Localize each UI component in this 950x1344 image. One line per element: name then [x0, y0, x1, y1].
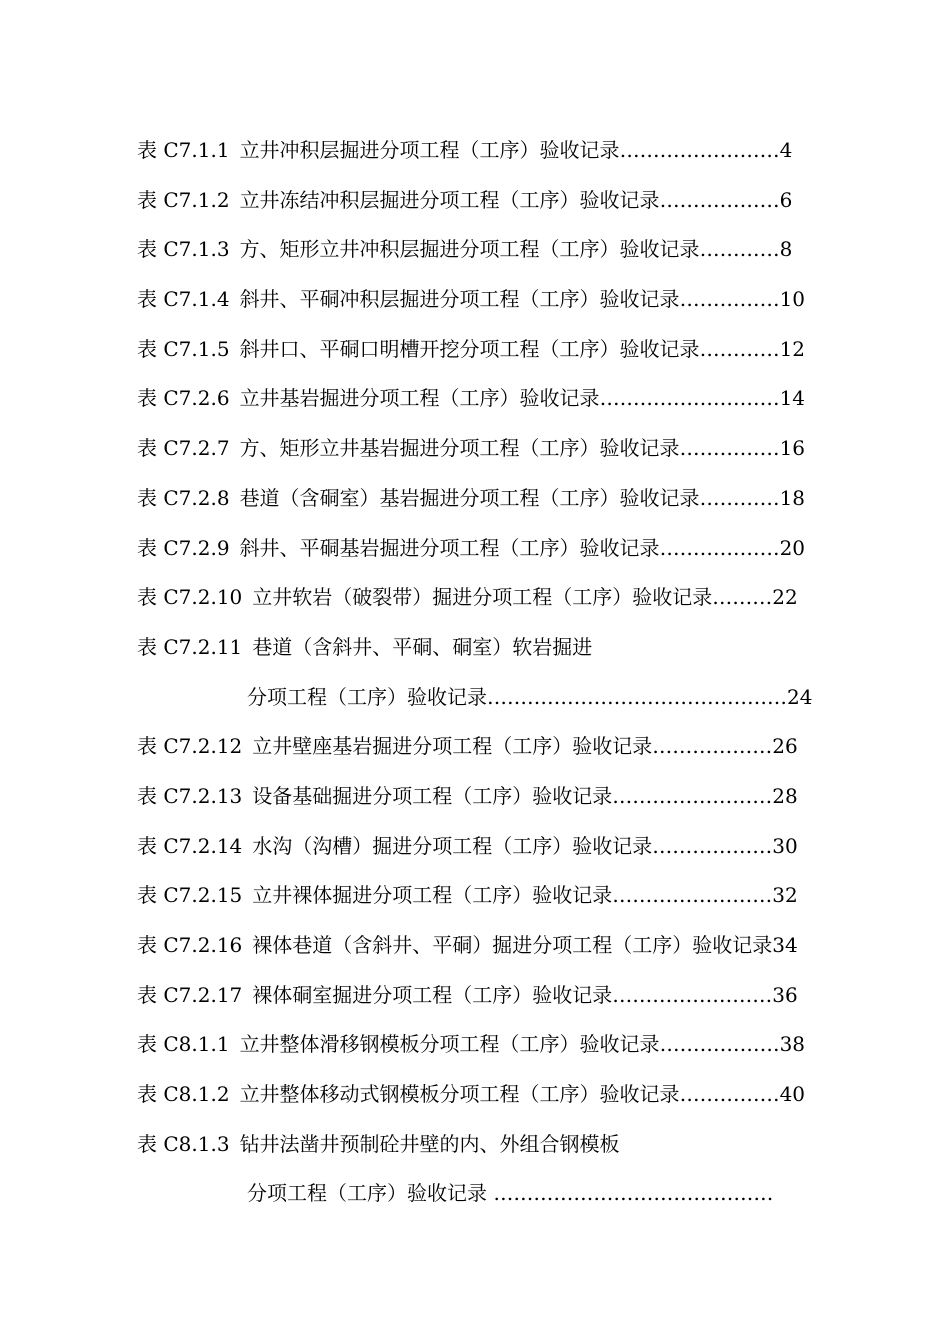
entry-title: 方、矩形立井冲积层掘进分项工程（工序）验收记录	[239, 237, 700, 262]
toc-entry[interactable]	[137, 871, 862, 921]
entry-title: 裸体巷道（含斜井、平硐）掘进分项工程（工序）验收记录	[252, 933, 773, 957]
entry-title: 立井整体滑移钢模板分项工程（工序）验收记录	[239, 1032, 660, 1057]
entry-title: 分项工程（工序）验收记录	[247, 684, 487, 709]
entry-title: 立井冲积层掘进分项工程（工序）验收记录	[239, 138, 620, 162]
toc-entry-continuation[interactable]	[137, 673, 862, 723]
dot-leader: ………………	[659, 187, 780, 212]
toc-entry[interactable]	[137, 524, 862, 574]
toc-entry[interactable]	[137, 1070, 862, 1120]
entry-title: 立井壁座基岩掘进分项工程（工序）验收记录	[252, 734, 653, 759]
entry-code: 表 C7.1.5	[137, 336, 230, 361]
entry-code: 表 C7.1.1	[137, 138, 230, 162]
dot-leader: …………	[699, 485, 780, 510]
entry-title: 设备基础掘进分项工程（工序）验收记录	[252, 783, 613, 808]
page-number: 8	[779, 237, 793, 262]
dot-leader: …………	[699, 336, 780, 361]
entry-title: 斜井口、平硐口明槽开挖分项工程（工序）验收记录	[239, 336, 700, 361]
entry-code: 表 C7.2.14	[137, 833, 243, 858]
dot-leader: ………………	[652, 734, 773, 759]
entry-title: 水沟（沟槽）掘进分项工程（工序）验收记录	[252, 833, 653, 858]
dot-leader: ……………………	[612, 982, 773, 1007]
toc-entry[interactable]	[137, 573, 862, 623]
toc-entry[interactable]	[137, 623, 862, 673]
entry-code: 表 C7.2.11	[137, 634, 243, 659]
page-number: 26	[772, 734, 798, 759]
dot-leader: ……………………	[612, 783, 773, 808]
entry-code: 表 C7.2.13	[137, 783, 243, 808]
entry-title: 立井冻结冲积层掘进分项工程（工序）验收记录	[239, 187, 660, 212]
toc-entry[interactable]	[137, 225, 862, 275]
toc-entry[interactable]	[137, 374, 862, 424]
dot-leader: ………………………………………	[487, 684, 787, 709]
page-number: 28	[772, 783, 798, 808]
entry-title: 立井裸体掘进分项工程（工序）验收记录	[252, 883, 613, 908]
dot-leader: …………	[699, 237, 780, 262]
entry-title: 立井基岩掘进分项工程（工序）验收记录	[239, 386, 600, 411]
toc-entry[interactable]	[137, 325, 862, 375]
page-number: 6	[779, 187, 793, 212]
entry-title: 立井软岩（破裂带）掘进分项工程（工序）验收记录	[252, 585, 713, 610]
dot-leader: ……………	[679, 436, 780, 461]
page-number: 22	[772, 585, 798, 610]
entry-title: 裸体硐室掘进分项工程（工序）验收记录	[252, 982, 613, 1007]
toc-entry[interactable]	[137, 921, 862, 971]
entry-title: 分项工程（工序）验收记录	[247, 1181, 487, 1206]
toc-entry[interactable]	[137, 772, 862, 822]
dot-leader: ……………………	[619, 138, 780, 162]
entry-title: 立井整体移动式钢模板分项工程（工序）验收记录	[239, 1082, 680, 1107]
toc-entry[interactable]	[137, 971, 862, 1021]
toc-entry[interactable]	[137, 275, 862, 325]
dot-leader: ………………	[652, 833, 773, 858]
dot-leader: ………………	[659, 1032, 780, 1057]
page-number: 32	[772, 883, 798, 908]
entry-code: 表 C8.1.1	[137, 1032, 230, 1057]
page-number: 20	[779, 535, 806, 560]
page-number: 36	[772, 982, 798, 1007]
table-of-contents	[137, 126, 862, 1219]
page-number: 34	[772, 933, 798, 957]
page-number: 40	[779, 1082, 806, 1107]
page-number: 16	[779, 436, 806, 461]
entry-code: 表 C8.1.2	[137, 1082, 230, 1107]
toc-entry[interactable]	[137, 822, 862, 872]
toc-entry[interactable]	[137, 474, 862, 524]
entry-code: 表 C7.1.4	[137, 287, 230, 312]
dot-leader: ………………………	[599, 386, 780, 411]
page-number: 10	[779, 287, 806, 312]
entry-title: 斜井、平硐冲积层掘进分项工程（工序）验收记录	[239, 287, 680, 312]
dot-leader: ………………	[659, 535, 780, 560]
entry-title: 钻井法凿井预制砼井壁的内、外组合钢模板	[239, 1131, 620, 1156]
page-number: 30	[772, 833, 798, 858]
page-number: 24	[787, 684, 813, 709]
page-number: 12	[779, 336, 806, 361]
entry-code: 表 C8.1.3	[137, 1131, 230, 1156]
page-number: 38	[779, 1032, 806, 1057]
entry-code: 表 C7.2.8	[137, 485, 230, 510]
entry-code: 表 C7.2.6	[137, 386, 230, 411]
entry-code: 表 C7.2.7	[137, 436, 230, 461]
toc-entry[interactable]	[137, 1020, 862, 1070]
entry-code: 表 C7.2.16	[137, 933, 243, 957]
dot-leader: ……………	[679, 1082, 780, 1107]
toc-entry[interactable]	[137, 424, 862, 474]
toc-entry[interactable]	[137, 722, 862, 772]
entry-code: 表 C7.1.2	[137, 187, 230, 212]
toc-entry-continuation[interactable]	[137, 1169, 862, 1219]
toc-entry[interactable]	[137, 126, 862, 176]
dot-leader: ……………………	[612, 883, 773, 908]
entry-title: 巷道（含硐室）基岩掘进分项工程（工序）验收记录	[239, 485, 700, 510]
toc-entry[interactable]	[137, 176, 862, 226]
entry-title: 斜井、平硐基岩掘进分项工程（工序）验收记录	[239, 535, 660, 560]
entry-code: 表 C7.2.9	[137, 535, 230, 560]
dot-leader: ………	[712, 585, 773, 610]
page-number: 4	[779, 138, 793, 162]
dot-leader: ……………………………………	[487, 1181, 774, 1206]
entry-code: 表 C7.2.12	[137, 734, 243, 759]
entry-code: 表 C7.2.15	[137, 883, 243, 908]
entry-title: 巷道（含斜井、平硐、硐室）软岩掘进	[252, 634, 593, 659]
entry-code: 表 C7.2.17	[137, 982, 243, 1007]
page-number: 18	[779, 485, 806, 510]
entry-code: 表 C7.2.10	[137, 585, 243, 610]
entry-code: 表 C7.1.3	[137, 237, 230, 262]
entry-title: 方、矩形立井基岩掘进分项工程（工序）验收记录	[239, 436, 680, 461]
page-number: 14	[779, 386, 806, 411]
toc-entry[interactable]	[137, 1120, 862, 1170]
dot-leader: ……………	[679, 287, 780, 312]
